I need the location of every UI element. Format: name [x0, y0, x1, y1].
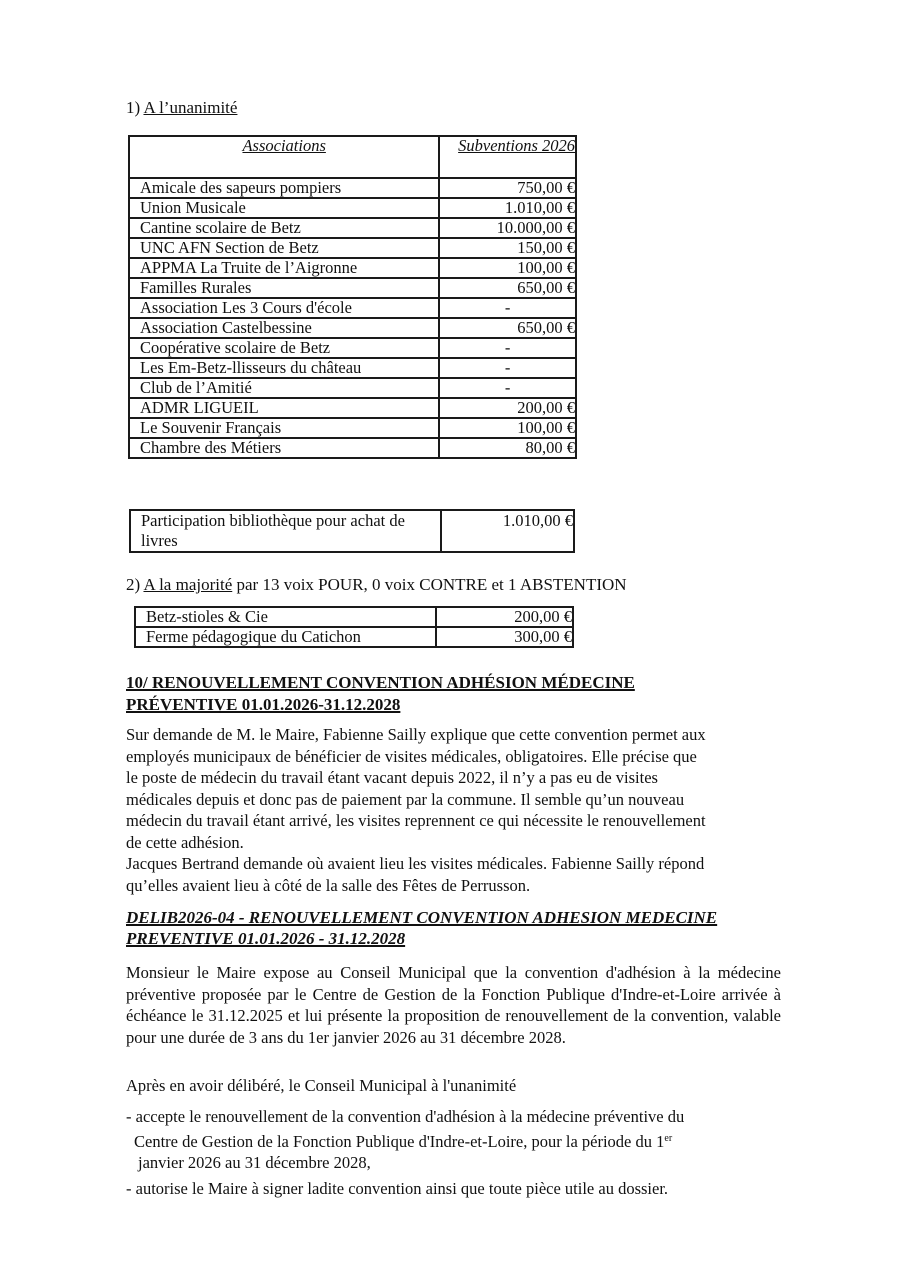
- subsidy-amount: -: [439, 298, 576, 318]
- subsidy-amount: 750,00 €: [439, 178, 576, 198]
- section-number: 2): [126, 575, 141, 594]
- table-row: [129, 178, 576, 198]
- text-line: janvier 2026 au 31 décembre 2028,: [138, 1153, 371, 1172]
- subsidy-amount: 650,00 €: [439, 278, 576, 298]
- text-line: médecin du travail étant arrivé, les visites reprennent ce qui nécessite le renouvellement: [126, 811, 706, 830]
- table-row: [129, 218, 576, 238]
- heading-line: DELIB2026-04 - RENOUVELLEMENT CONVENTION ADHESION MEDECINE: [126, 908, 718, 927]
- heading-line: PRÉVENTIVE 01.01.2026-31.12.2028: [126, 695, 401, 714]
- subsidy-amount: 650,00 €: [439, 318, 576, 338]
- participation-amount: 1.010,00 €: [441, 510, 575, 552]
- header-associations: Associations: [129, 136, 439, 178]
- deliberation-decision-intro: Après en avoir délibéré, le Conseil Municipal à l'unanimité: [126, 1076, 517, 1095]
- text-line: de cette adhésion.: [126, 832, 244, 852]
- table-row: [129, 298, 576, 318]
- text-line: qu’elles avaient lieu à côté de la salle des Fêtes de Perrusson.: [126, 875, 531, 895]
- table-row: [129, 438, 576, 458]
- association-name: Betz-stioles & Cie: [135, 607, 436, 627]
- text-line: le poste de médecin du travail étant vacant depuis 2022, il n’y a pas eu de visites: [126, 768, 658, 787]
- subsidy-amount: 300,00 €: [436, 627, 573, 647]
- superscript: er: [664, 1132, 673, 1144]
- heading-line: 10/ RENOUVELLEMENT CONVENTION ADHÉSION MÉDECINE: [126, 673, 635, 692]
- table-header-row: [129, 136, 576, 178]
- section-2-label: [126, 575, 627, 595]
- section-10-heading: [126, 672, 635, 716]
- association-name: Chambre des Métiers: [129, 438, 439, 458]
- association-name: Club de l’Amitié: [129, 378, 439, 398]
- table-row: [129, 398, 576, 418]
- subsidy-amount: -: [439, 378, 576, 398]
- heading-line: PREVENTIVE 01.01.2026 - 31.12.2028: [126, 929, 406, 948]
- text-line: Sur demande de M. le Maire, Fabienne Sailly explique que cette convention permet aux: [126, 725, 706, 744]
- association-name: Union Musicale: [129, 198, 439, 218]
- table-row: [135, 627, 573, 647]
- subsidy-amount: 100,00 €: [439, 258, 576, 278]
- decision-item-authorize: - autorise le Maire à signer ladite convention ainsi que toute pièce utile au dossier.: [126, 1179, 669, 1198]
- text-line: médicales depuis et donc pas de paiement par la commune. Il semble qu’un nouveau: [126, 789, 685, 809]
- association-name: Amicale des sapeurs pompiers: [129, 178, 439, 198]
- text-line: - accepte le renouvellement de la convention d'adhésion à la médecine préventive du: [126, 1107, 685, 1126]
- table-row: [129, 378, 576, 398]
- subsidy-amount: 10.000,00 €: [439, 218, 576, 238]
- library-participation-table: [129, 509, 575, 553]
- table-row: [129, 278, 576, 298]
- table-row: [129, 318, 576, 338]
- subsidies-table-unanimous: [128, 135, 577, 459]
- association-name: Le Souvenir Français: [129, 418, 439, 438]
- subsidy-amount: 150,00 €: [439, 238, 576, 258]
- table-row: [129, 338, 576, 358]
- text-fragment: Centre de Gestion de la Fonction Publique d'Indre-et-Loire, pour la période du 1: [134, 1131, 665, 1151]
- subsidy-amount: -: [439, 338, 576, 358]
- subsidy-amount: 100,00 €: [439, 418, 576, 438]
- table-row: [129, 198, 576, 218]
- discussion-paragraph: [126, 724, 786, 896]
- association-name: Association Les 3 Cours d'école: [129, 298, 439, 318]
- table-row: [129, 418, 576, 438]
- table-row: [130, 510, 574, 552]
- section-number: 1): [126, 98, 141, 117]
- association-name: APPMA La Truite de l’Aigronne: [129, 258, 439, 278]
- association-name: Cantine scolaire de Betz: [129, 218, 439, 238]
- participation-label: Participation bibliothèque pour achat de livres: [130, 510, 441, 552]
- vote-result: par 13 voix POUR, 0 voix CONTRE et 1 ABSTENTION: [232, 575, 627, 594]
- section-title: A l’unanimité: [143, 98, 238, 117]
- text-line: employés municipaux de bénéficier de visites médicales, obligatoires. Elle précise que: [126, 746, 697, 766]
- header-subventions: Subventions 2026: [439, 136, 576, 178]
- association-name: Association Castelbessine: [129, 318, 439, 338]
- association-name: Les Em-Betz-llisseurs du château: [129, 358, 439, 378]
- association-name: UNC AFN Section de Betz: [129, 238, 439, 258]
- text-line: Jacques Bertrand demande où avaient lieu les visites médicales. Fabienne Sailly répond: [126, 854, 705, 873]
- section-1-label: [126, 98, 237, 118]
- text-line: [126, 1128, 786, 1153]
- table-row: [129, 238, 576, 258]
- subsidy-amount: 200,00 €: [436, 607, 573, 627]
- association-name: Familles Rurales: [129, 278, 439, 298]
- subsidies-table-majority: [134, 606, 574, 648]
- subsidy-amount: 80,00 €: [439, 438, 576, 458]
- association-name: ADMR LIGUEIL: [129, 398, 439, 418]
- section-title: A la majorité: [143, 575, 233, 594]
- table-row: [135, 607, 573, 627]
- subsidy-amount: 1.010,00 €: [439, 198, 576, 218]
- decision-item-accept: [126, 1106, 786, 1174]
- association-name: Coopérative scolaire de Betz: [129, 338, 439, 358]
- deliberation-body: Monsieur le Maire expose au Conseil Municipal que la convention d'adhésion à la médecine préventive proposée par le Centre de Gestion de la Fonction Publique d'Indre-et-Loire arrivée à échéance le 31.12.2025 et lui présente la proposition de renouvellement de la convention, valable pour une durée de 3 ans du 1er janvier 2026 au 31 décembre 2028.: [126, 963, 781, 1047]
- table-row: [129, 358, 576, 378]
- subsidy-amount: -: [439, 358, 576, 378]
- deliberation-heading: [126, 907, 717, 949]
- association-name: Ferme pédagogique du Catichon: [135, 627, 436, 647]
- subsidy-amount: 200,00 €: [439, 398, 576, 418]
- table-row: [129, 258, 576, 278]
